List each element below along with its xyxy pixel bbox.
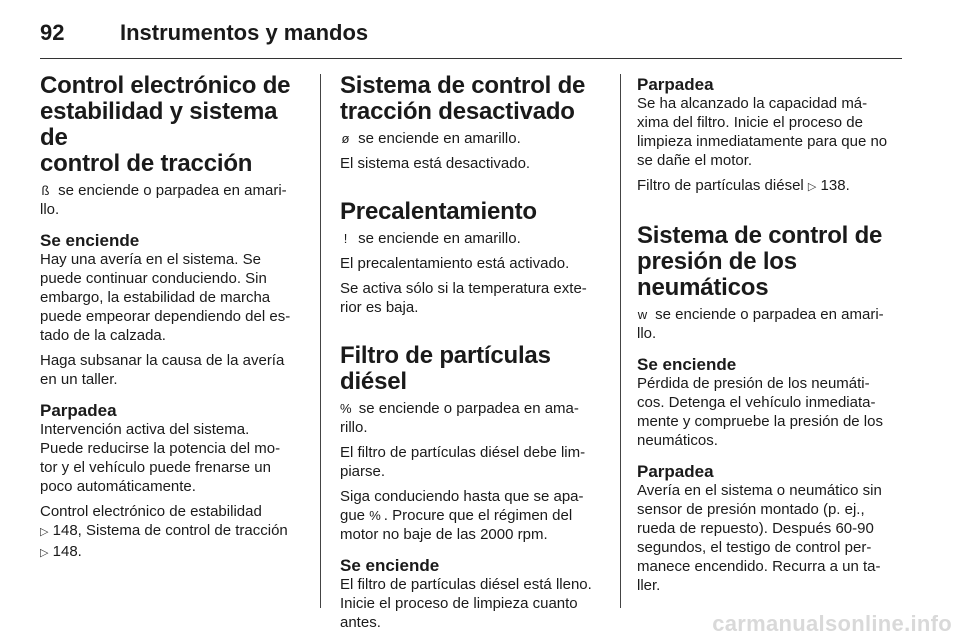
preheating-icon: ! <box>343 231 348 246</box>
page-number: 92 <box>40 20 65 45</box>
subheading-parpadea: Parpadea <box>40 401 117 420</box>
tc-off-text-1: ø se enciende en amarillo. <box>341 130 521 147</box>
subheading-se-enciende: Se enciende <box>637 355 737 374</box>
esp-warning-icon: ß <box>41 183 50 198</box>
dpf-intro: % se enciende o parpadea en ama- rillo. <box>340 400 579 436</box>
dpf-cross-reference[interactable]: Filtro de partículas diésel ▷ 138. <box>637 177 850 194</box>
esp-intro: ß se enciende o parpadea en amari- llo. <box>40 182 287 218</box>
tpms-on-text: Pérdida de presión de los neumáti- cos. Detenga el vehículo inmediata- mente y compruebe la presión de los neumáticos. <box>637 375 883 449</box>
diesel-particle-filter-icon: % <box>340 401 352 416</box>
esp-flash-text: Intervención activa del sistema. Puede reducirse la potencia del mo- tor y el vehículo puede frenarse un poco automáticamente. <box>40 421 281 495</box>
page-ref-arrow-icon: ▷ <box>807 181 817 193</box>
page-header-title: Instrumentos y mandos <box>120 20 369 45</box>
subheading-parpadea: Parpadea <box>637 462 714 481</box>
dpf-text-2: Siga conduciendo hasta que se apa- gue % . Procure que el régimen del motor no baje de las 2000 rpm. <box>340 488 584 543</box>
page-header <box>40 18 902 59</box>
traction-control-off-icon: ø <box>341 131 350 146</box>
section-title-dpf: Filtro de partículas diésel <box>340 342 551 395</box>
esp-on-advice: Haga subsanar la causa de la avería en un taller. <box>40 352 285 388</box>
tpms-intro: w se enciende o parpadea en amari- llo. <box>637 306 884 342</box>
section-title-esp: Control electrónico de estabilidad y sistema de control de tracción <box>40 72 291 177</box>
column-divider <box>620 74 621 608</box>
diesel-particle-filter-icon: % <box>369 508 381 523</box>
dpf-text-1: El filtro de partículas diésel debe lim- piarse. <box>340 444 586 480</box>
page-ref-arrow-icon: ▷ <box>40 526 49 538</box>
section-title-tc-off: Sistema de control de tracción desactivado <box>340 72 586 125</box>
tc-off-text-2: El sistema está desactivado. <box>340 155 531 172</box>
tpms-flash-text: Avería en el sistema o neumático sin sensor de presión montado (p. ej., rueda de repuesto). Después 60-90 segundos, el testigo de control per- manece encendido. Recurra a un ta- ller. <box>637 482 882 594</box>
subheading-parpadea: Parpadea <box>637 75 714 94</box>
preheat-text-2: El precalentamiento está activado. <box>340 255 570 272</box>
column-right <box>637 73 905 601</box>
esp-on-text: Hay una avería en el sistema. Se puede continuar conduciendo. Sin embargo, la estabilidad de marcha puede empeorar dependiendo del es- tado de la calzada. <box>40 251 291 344</box>
section-title-preheat: Precalentamiento <box>340 198 537 225</box>
column-divider <box>320 74 321 608</box>
section-title-tpms: Sistema de control de presión de los neumáticos <box>637 222 883 301</box>
dpf-flash-text: Se ha alcanzado la capacidad má- xima del filtro. Inicie el proceso de limpieza inmediatamente para que no se dañe el motor. <box>637 95 888 169</box>
esp-cross-reference[interactable]: Control electrónico de estabilidad ▷ 148, Sistema de control de tracción ▷ 148. <box>40 503 288 560</box>
watermark: carmanualsonline.info <box>712 611 952 636</box>
preheat-text-1: ! se enciende en amarillo. <box>340 229 605 248</box>
subheading-se-enciende: Se enciende <box>340 556 440 575</box>
subheading-se-enciende: Se enciende <box>40 231 140 250</box>
column-middle <box>340 73 605 638</box>
column-left <box>40 73 304 569</box>
page-ref-arrow-icon: ▷ <box>40 547 49 559</box>
dpf-on-text: El filtro de partículas diésel está lleno. Inicie el proceso de limpieza cuanto antes. <box>340 576 592 631</box>
preheat-text-3: Se activa sólo si la temperatura exte- rior es baja. <box>340 280 587 316</box>
tire-pressure-icon: w <box>637 307 648 322</box>
